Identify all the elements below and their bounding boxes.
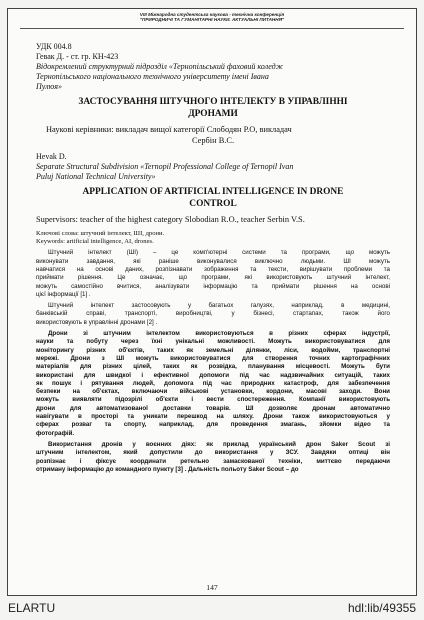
- paragraph-line: фотографій.: [36, 429, 75, 437]
- title-en-line-2: CONTROL: [189, 199, 237, 209]
- title-ua: [36, 96, 390, 120]
- paragraph-line: штучним інтелектом, який допустили до використання у ЗСУ. Завдяки оптиці він: [36, 449, 390, 457]
- supervisors-en: Supervisors: teacher of the highest category Slobodian R.O., teacher Serbin V.S.: [36, 215, 305, 224]
- paragraph-line: можуть виявляти підозрілі об'єкти і вести спостереження. Компанії використовують: [36, 396, 390, 404]
- paragraph-line: приймати рішення. Це означає, що програми, які використовують штучний інтелект,: [36, 274, 390, 282]
- paragraph-line: Штучний інтелект застосовують у багатьох галузях, наприклад, в медицині,: [48, 302, 390, 310]
- paragraph: [36, 249, 390, 299]
- document-page: [7, 8, 417, 596]
- footer-source-label: ELARTU: [8, 601, 56, 615]
- paragraph-line: Дрони зі штучним інтелектом використовуються в різних сферах індустрії,: [48, 330, 390, 338]
- paragraph-line: банківській справі, транспорті, виробництві, у бізнесі, стартапах, також його: [36, 310, 390, 318]
- affiliation-ua-line-3: Пулюя»: [36, 82, 62, 91]
- author-ua: Гевак Д. - ст. гр. КН-423: [36, 52, 119, 61]
- paragraph-line: як пошук і рятування людей, допомога під час природних катастроф, для забезпечення: [36, 379, 390, 387]
- paragraph: [36, 441, 390, 474]
- header-divider: [20, 28, 404, 29]
- keywords-en: Keywords: artificial intelligence, AI, drones.: [36, 238, 154, 246]
- title-en: [36, 186, 390, 210]
- paragraph-line: безпеки на об'єктах, включаючи військові установки, кордони, масові заходи. Вони: [36, 388, 390, 396]
- paragraph-line: сферах розваг та спорту, наприклад, для проведення змагань, зйомки відео та: [36, 421, 390, 429]
- paragraph-line: отриману інформацію до командного пункту [3] . Дальність польоту Saker Scout – до: [36, 465, 299, 473]
- author-en: Hevak D.: [36, 152, 67, 161]
- paragraph-line: використані для швидкої і ефективної допомоги під час надзвичайних ситуацій, таких: [36, 371, 390, 379]
- conference-line-1: VIII Міжнародна студентська наукова - технічна конференція: [139, 12, 285, 17]
- title-ua-line-1: ЗАСТОСУВАННЯ ШТУЧНОГО ІНТЕЛЕКТУ В УПРАВЛІННІ: [78, 97, 348, 107]
- paragraph-line: Штучний інтелект (ШІ) – це комп'ютерні системи та програми, що можуть: [48, 249, 390, 257]
- paragraph-line: цієї інформації [1] .: [36, 290, 91, 298]
- paragraph-line: науки та побуту через їхні унікальні можливості. Можуть використовуватися для: [36, 338, 390, 346]
- paragraph-line: мережі. Дрони з ШІ можуть використовуватися для створення точних картографічних: [36, 354, 390, 362]
- udk-code: УДК 004.8: [36, 42, 72, 51]
- affiliation-ua-line-2: Тернопільського національного технічного університету імені Івана: [36, 72, 269, 81]
- paragraph-line: моніторингу різних об'єктів, таких як земельні ділянки, ліси, водойми, транспортні: [36, 346, 390, 354]
- paragraph-line: навчатися на основі даних, розпізнавати зображення та тексти, вирішувати проблеми та: [36, 266, 390, 273]
- paragraph-line: використовують в управлінні дронами [2] .: [36, 318, 158, 326]
- affiliation-ua-line-1: Відокремлений структурний підрозділ «Тернопільський фаховий коледж: [36, 62, 284, 71]
- paragraph: [36, 330, 390, 438]
- conference-line-2: "ПРИРОДНИЧІ ТА ГУМАНІТАРНІ НАУКИ. АКТУАЛЬНІ ПИТАННЯ": [139, 17, 285, 23]
- paragraph-line: навігувати в просторі та уникати перешкод на шляху. Дрони також використовуються у: [36, 413, 390, 421]
- footer-handle-label: hdl:lib/49355: [347, 601, 416, 615]
- footer-bar: [0, 596, 424, 620]
- paragraph-line: дрони для автоматизованої доставки товарів. ШІ дозволяє дронам автоматично: [36, 404, 390, 412]
- page-number: 147: [206, 583, 218, 592]
- title-en-line-1: APPLICATION OF ARTIFICIAL INTELLIGENCE IN DRONE: [82, 187, 344, 197]
- conference-header: [8, 12, 416, 23]
- paragraphs: [36, 249, 390, 474]
- keywords-ua: Ключові слова: штучний інтелект, ШІ, дрони.: [36, 230, 165, 237]
- article-body: [36, 42, 390, 474]
- affiliation-en-line-2: Puluj National Technical University»: [36, 172, 156, 181]
- paragraph: [36, 302, 390, 327]
- paragraph-line: виконувати завдання, які раніше виконувалися виключно людьми. ШІ можуть: [36, 257, 390, 265]
- affiliation-en-line-1: Separate Structural Subdivision «Ternopil Professional College of Ternopil Ivan: [36, 162, 294, 171]
- paragraph-line: матеріалів для різних цілей, таких як розвідка, планування місцевості. Можуть бути: [36, 363, 390, 371]
- paragraph-line: розпізнає і фіксує координати ретельно замаскованої техніки, миттєво передаючи: [36, 457, 390, 465]
- paragraph-line: можуть самостійно вчитися, аналізувати інформацію та приймати рішення на основі: [36, 282, 390, 290]
- supervisors-ua: [36, 124, 390, 146]
- supervisors-ua-line-1: Наукові керівники: викладач вищої категорії Слободян Р.О, викладач: [46, 125, 292, 134]
- keywords: [36, 230, 390, 246]
- title-ua-line-2: ДРОНАМИ: [188, 109, 238, 119]
- supervisors-ua-line-2: Сербін В.С.: [191, 136, 235, 145]
- paragraph-line: Використання дронів у воєнних діях: як приклад український дрон Saker Scout зі: [48, 440, 390, 448]
